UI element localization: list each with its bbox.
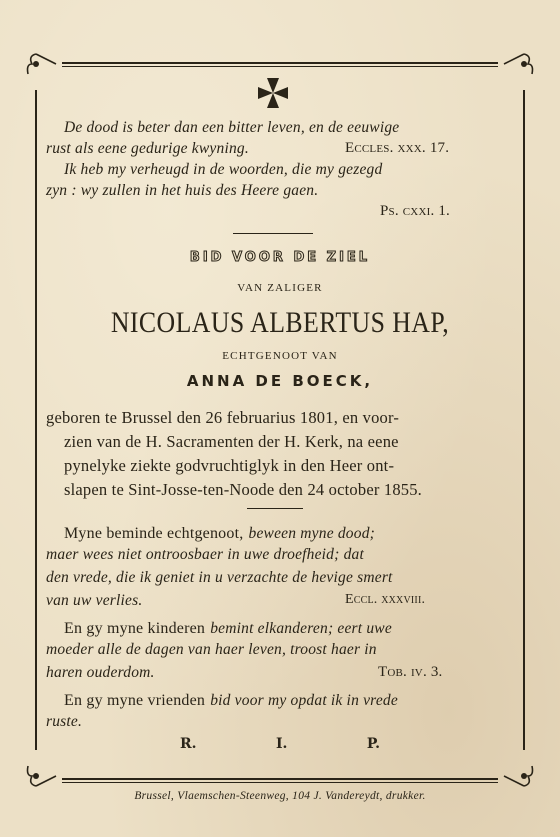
quote2-line1: Ik heb my verheugd in de woorden, die my gezegd [64,161,383,178]
para3-line1 [64,690,398,710]
van-zaliger: VAN ZALIGER [237,282,323,294]
corner-ornament-top-left [22,50,62,78]
heading-bid-voor-de-ziel: BID VOOR DE ZIEL [189,250,371,265]
spouse-name: ANNA DE BOECK, [186,372,374,390]
deceased-name: NICOLAUS ALBERTUS HAP, [110,306,450,339]
frame-right-rule [523,90,525,750]
rip-i: I. [275,736,288,752]
frame-top-rule-thin [62,66,498,67]
printer-imprint: Brussel, Vlaemschen-Steenweg, 104 J. Vandereydt, drukker. [134,790,426,802]
para1-line1-roman: Myne beminde echtgenoot, [64,525,244,542]
para1-line3: den vrede, die ik geniet in u verzachte de hevige smert [46,569,393,586]
echtgenoot-van: ECHTGENOOT VAN [222,350,338,362]
para3-line1-italic: bid voor my opdat ik in vrede [210,692,398,709]
para2-line2: moeder alle de dagen van haer leven, troost haer in [46,641,377,658]
bio-line-1: geboren te Brussel den 26 februarius 1801, en voor- [46,408,400,427]
para1-line2: maer wees niet ontroosbaer in uwe droefheid; dat [46,546,364,563]
frame-bottom-rule-thin [62,782,498,783]
divider-rule-2 [247,508,303,509]
quote1-line2: rust als eene gedurige kwyning. [46,140,249,157]
rip-r: R. [180,736,197,752]
quote2-line2: zyn : wy zullen in het huis des Heere gaen. [46,182,319,199]
bio-line-3: pynelyke ziekte godvruchtiglyk in den Heer ont- [64,456,395,475]
rip-p: P. [366,736,380,752]
bio-line-2: zien van de H. Sacramenten der H. Kerk, na eene [64,432,399,451]
para2-line1-roman: En gy myne kinderen [64,620,206,637]
para3-line1-roman: En gy myne vrienden [64,692,206,709]
para2-line3: haren ouderdom. [46,664,155,681]
para3-line2: ruste. [46,713,83,730]
bio-line-4: slapen te Sint-Josse-ten-Noode den 24 october 1855. [64,480,422,499]
quote1-line1: De dood is beter dan een bitter leven, en de eeuwige [64,119,400,136]
divider-rule [233,233,313,234]
para1-line1 [64,523,375,543]
rip-line [180,736,380,752]
quote2-reference: Ps. cxxi. 1. [380,203,450,219]
corner-ornament-bottom-left [22,762,62,790]
frame-left-rule [35,90,37,750]
corner-ornament-bottom-right [498,762,538,790]
quote1-reference: Eccles. xxx. 17. [345,140,450,156]
corner-ornament-top-right [498,50,538,78]
para1-reference: Eccl. xxxviii. [345,592,426,607]
frame-bottom-rule [62,778,498,780]
para2-reference: Tob. iv. 3. [378,664,443,680]
cross-pattee-icon [256,76,290,110]
para2-line1-italic: bemint elkanderen; eert uwe [210,620,392,637]
frame-top-rule [62,62,498,64]
para1-line4: van uw verlies. [46,592,143,609]
para2-line1 [64,618,392,638]
para1-line1-italic: beween myne dood; [248,525,376,542]
